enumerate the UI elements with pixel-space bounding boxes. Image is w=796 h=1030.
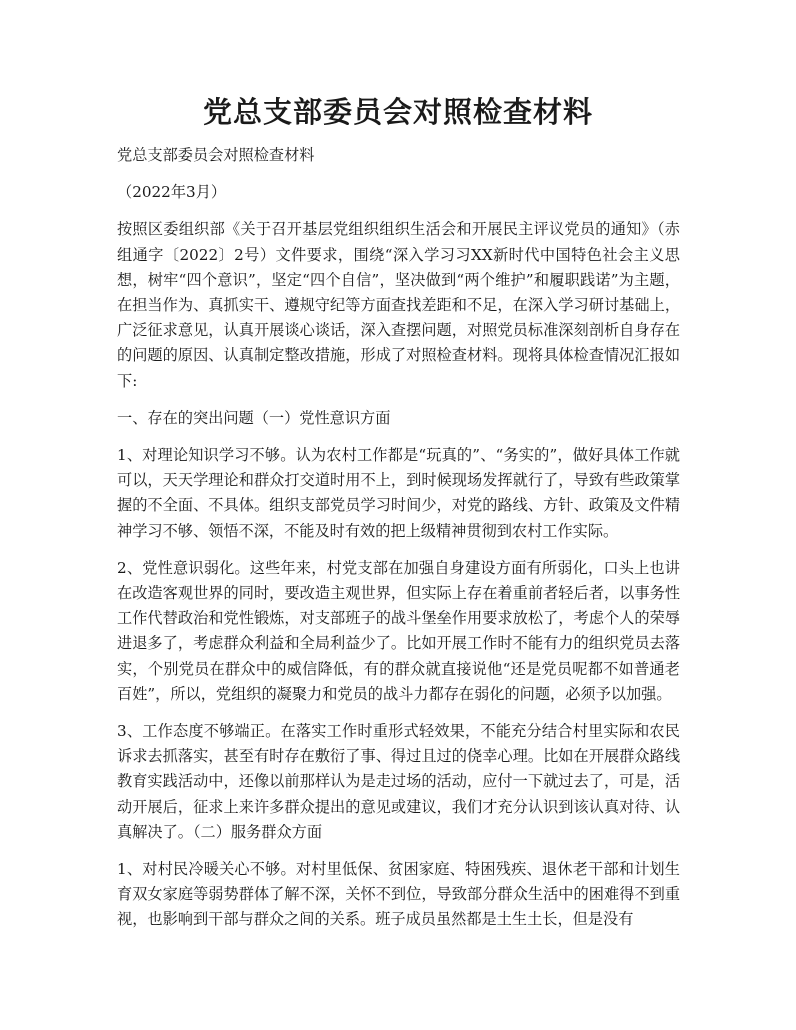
intro-paragraph: 按照区委组织部《关于召开基层党组织组织生活会和开展民主评议党员的通知》（赤组通字〔2022〕2号）文件要求，围绕“深入学习习XX新时代中国特色社会主义思想，树牢“四个意识”，坚定“四个自信”，坚决做到“两个维护”和履职践诺”为主题，在担当作为、真抓实干、遵规守纪等方面查找差距和不足，在深入学习研讨基础上，广泛征求意见，认真开展谈心谈话，深入查摆问题，对照党员标准深刻剖析自身存在的问题的原因、认真制定整改措施，形成了对照检查材料。现将具体检查情况汇报如下: xyxy=(117,220,680,390)
body-paragraph: 2、党性意识弱化。这些年来，村党支部在加强自身建设方面有所弱化，口头上也讲在改造客观世界的同时，要改造主观世界，但实际上存在着重前者轻后者，以事务性工作代替政治和党性锻炼，对支部班子的战斗堡垒作用要求放松了，考虑个人的荣辱进退多了，考虑群众利益和全局利益少了。比如开展工作时不能有力的组织党员去落实，个别党员在群众中的威信降低，有的群众就直接说他“还是党员呢都不如普通老百姓”，所以，党组织的凝聚力和党员的战斗力都存在弱化的问题，必须予以加强。 xyxy=(117,558,680,703)
body-paragraph: 3、工作态度不够端正。在落实工作时重形式轻效果，不能充分结合村里实际和农民诉求去抓落实，甚至有时存在敷衍了事、得过且过的侥幸心理。比如在开展群众路线教育实践活动中，还像以前那样认为是走过场的活动，应付一下就过去了，可是，活动开展后，征求上来许多群众提出的意见或建议，我们才充分认识到该认真对待、认真解决了。（二）服务群众方面 xyxy=(117,722,680,841)
section-heading: 一、存在的突出问题（一）党性意识方面 xyxy=(117,408,391,427)
document-subtitle: 党总支部委员会对照检查材料 xyxy=(117,146,315,164)
body-paragraph: 1、对理论知识学习不够。认为农村工作都是“玩真的”、“务实的”，做好具体工作就可以，天天学理论和群众打交道时用不上，到时候现场发挥就行了，导致有些政策掌握的不全面、不具体。组织支部党员学习时间少，对党的路线、方针、政策及文件精神学习不够、领悟不深，不能及时有效的把上级精神贯彻到农村工作实际。 xyxy=(117,446,680,540)
body-paragraph: 1、对村民冷暖关心不够。对村里低保、贫困家庭、特困残疾、退休老干部和计划生育双女家庭等弱势群体了解不深，关怀不到位，导致部分群众生活中的困难得不到重视，也影响到干部与群众之间的关系。班子成员虽然都是土生土长，但是没有 xyxy=(117,860,680,929)
document-body xyxy=(117,143,680,945)
document-date: （2022年3月） xyxy=(117,183,227,202)
document-title: 党总支部委员会对照检查材料 xyxy=(202,95,593,129)
